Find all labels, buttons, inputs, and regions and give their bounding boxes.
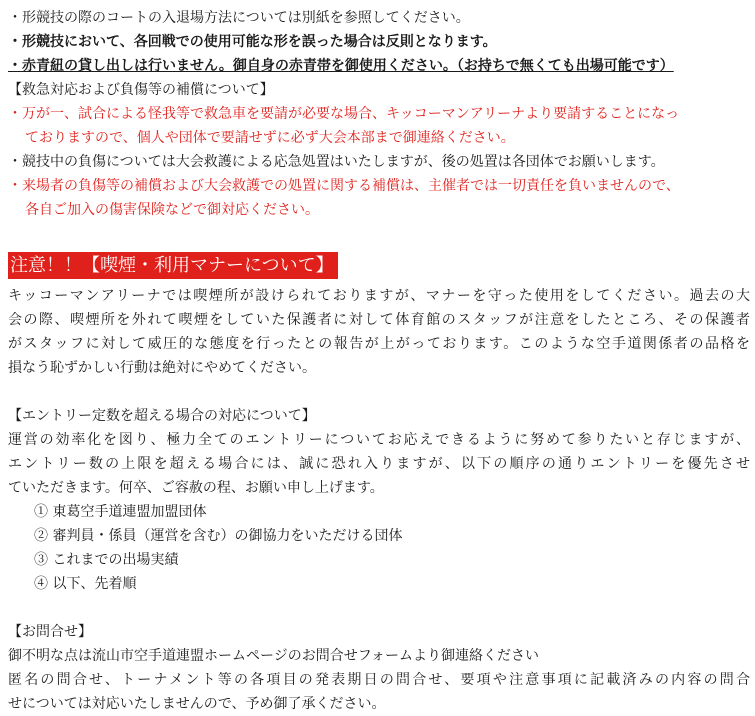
court-rule-belt-lending: ・赤青紐の貸し出しは行いません。御自身の赤青帯を御使用ください。（お持ちで無くても出場可能です） (8, 58, 674, 74)
smoking-text-line-4: 損なう恥ずかしい行動は絶対にやめてください。 (8, 360, 316, 376)
entry-text-line-3: ていただきます。何卒、ご容赦の程、お願い申し上げます。 (8, 480, 384, 496)
contact-heading: 【お問合せ】 (8, 624, 92, 640)
smoking-banner-row (8, 250, 750, 282)
smoking-text-line-1: キッコーマンアリーナでは喫煙所が設けられておりますが、マナーを守った使用をしてください。過去の大 (8, 288, 750, 304)
entry-priority-2: ② 審判員・係員（運営を含む）の御協力をいただける団体 (34, 528, 403, 544)
injury-liability-line-1: ・来場者の負傷等の補償および大会救護での処置に関する補償は、主催者では一切責任を負いませんので、 (8, 178, 680, 194)
court-rule-entry-exit: ・形競技の際のコートの入退場方法については別紙を参照してください。 (8, 10, 470, 26)
spacer (8, 380, 750, 404)
court-rule-kata-foul: ・形競技において、各回戦での使用可能な形を誤った場合は反則となります。 (8, 34, 497, 50)
contact-text-line-1: 御不明な点は流山市空手道連盟ホームページのお問合せフォームより御連絡ください (8, 648, 540, 664)
entry-priority-1: ① 東葛空手道連盟加盟団体 (34, 504, 207, 520)
entry-text-line-2: エントリー数の上限を超える場合には、誠に恐れ入りますが、以下の順序の通りエントリーを優先させ (8, 456, 750, 472)
injury-first-aid: ・競技中の負傷については大会救護による応急処置はいたしますが、後の処置は各団体でお願いします。 (8, 154, 665, 170)
injury-ambulance-line-1: ・万が一、試合による怪我等で救急車を要請が必要な場合、キッコーマンアリーナより要請することになっ (8, 106, 680, 122)
injury-liability-line-2: 各自ご加入の傷害保険などで御対応ください。 (25, 202, 319, 218)
document-page (8, 6, 750, 716)
spacer (8, 222, 750, 246)
smoking-text-line-2: 会の際、喫煙所を外れて喫煙をしていた保護者に対して体育館のスタッフが注意をしたところ、その保護者 (8, 312, 750, 328)
entry-text-line-1: 運営の効率化を図り、極力全てのエントリーについてお応えできるように努めて参りたいと存じますが、 (8, 432, 750, 448)
smoking-text-line-3: がスタッフに対して威圧的な態度を行ったとの報告が上がっております。このような空手道関係者の品格を (8, 336, 750, 352)
entry-priority-4: ④ 以下、先着順 (34, 576, 137, 592)
contact-text-line-3: せについては対応いたしませんので、予め御了承ください。 (8, 696, 386, 712)
injury-ambulance-line-2: ておりますので、個人や団体で要請せずに必ず大会本部まで御連絡ください。 (25, 130, 515, 146)
entry-heading: 【エントリー定数を超える場合の対応について】 (8, 408, 316, 424)
entry-priority-3: ③ これまでの出場実績 (34, 552, 179, 568)
spacer (8, 596, 750, 620)
smoking-warning-banner: 注意！！【喫煙・利用マナーについて】 (8, 252, 338, 279)
contact-text-line-2: 匿名の問合せ、トーナメント等の各項目の発表期日の問合せ、要項や注意事項に記載済みの内容の問合 (8, 672, 750, 688)
injury-heading: 【救急対応および負傷等の補償について】 (8, 82, 274, 98)
